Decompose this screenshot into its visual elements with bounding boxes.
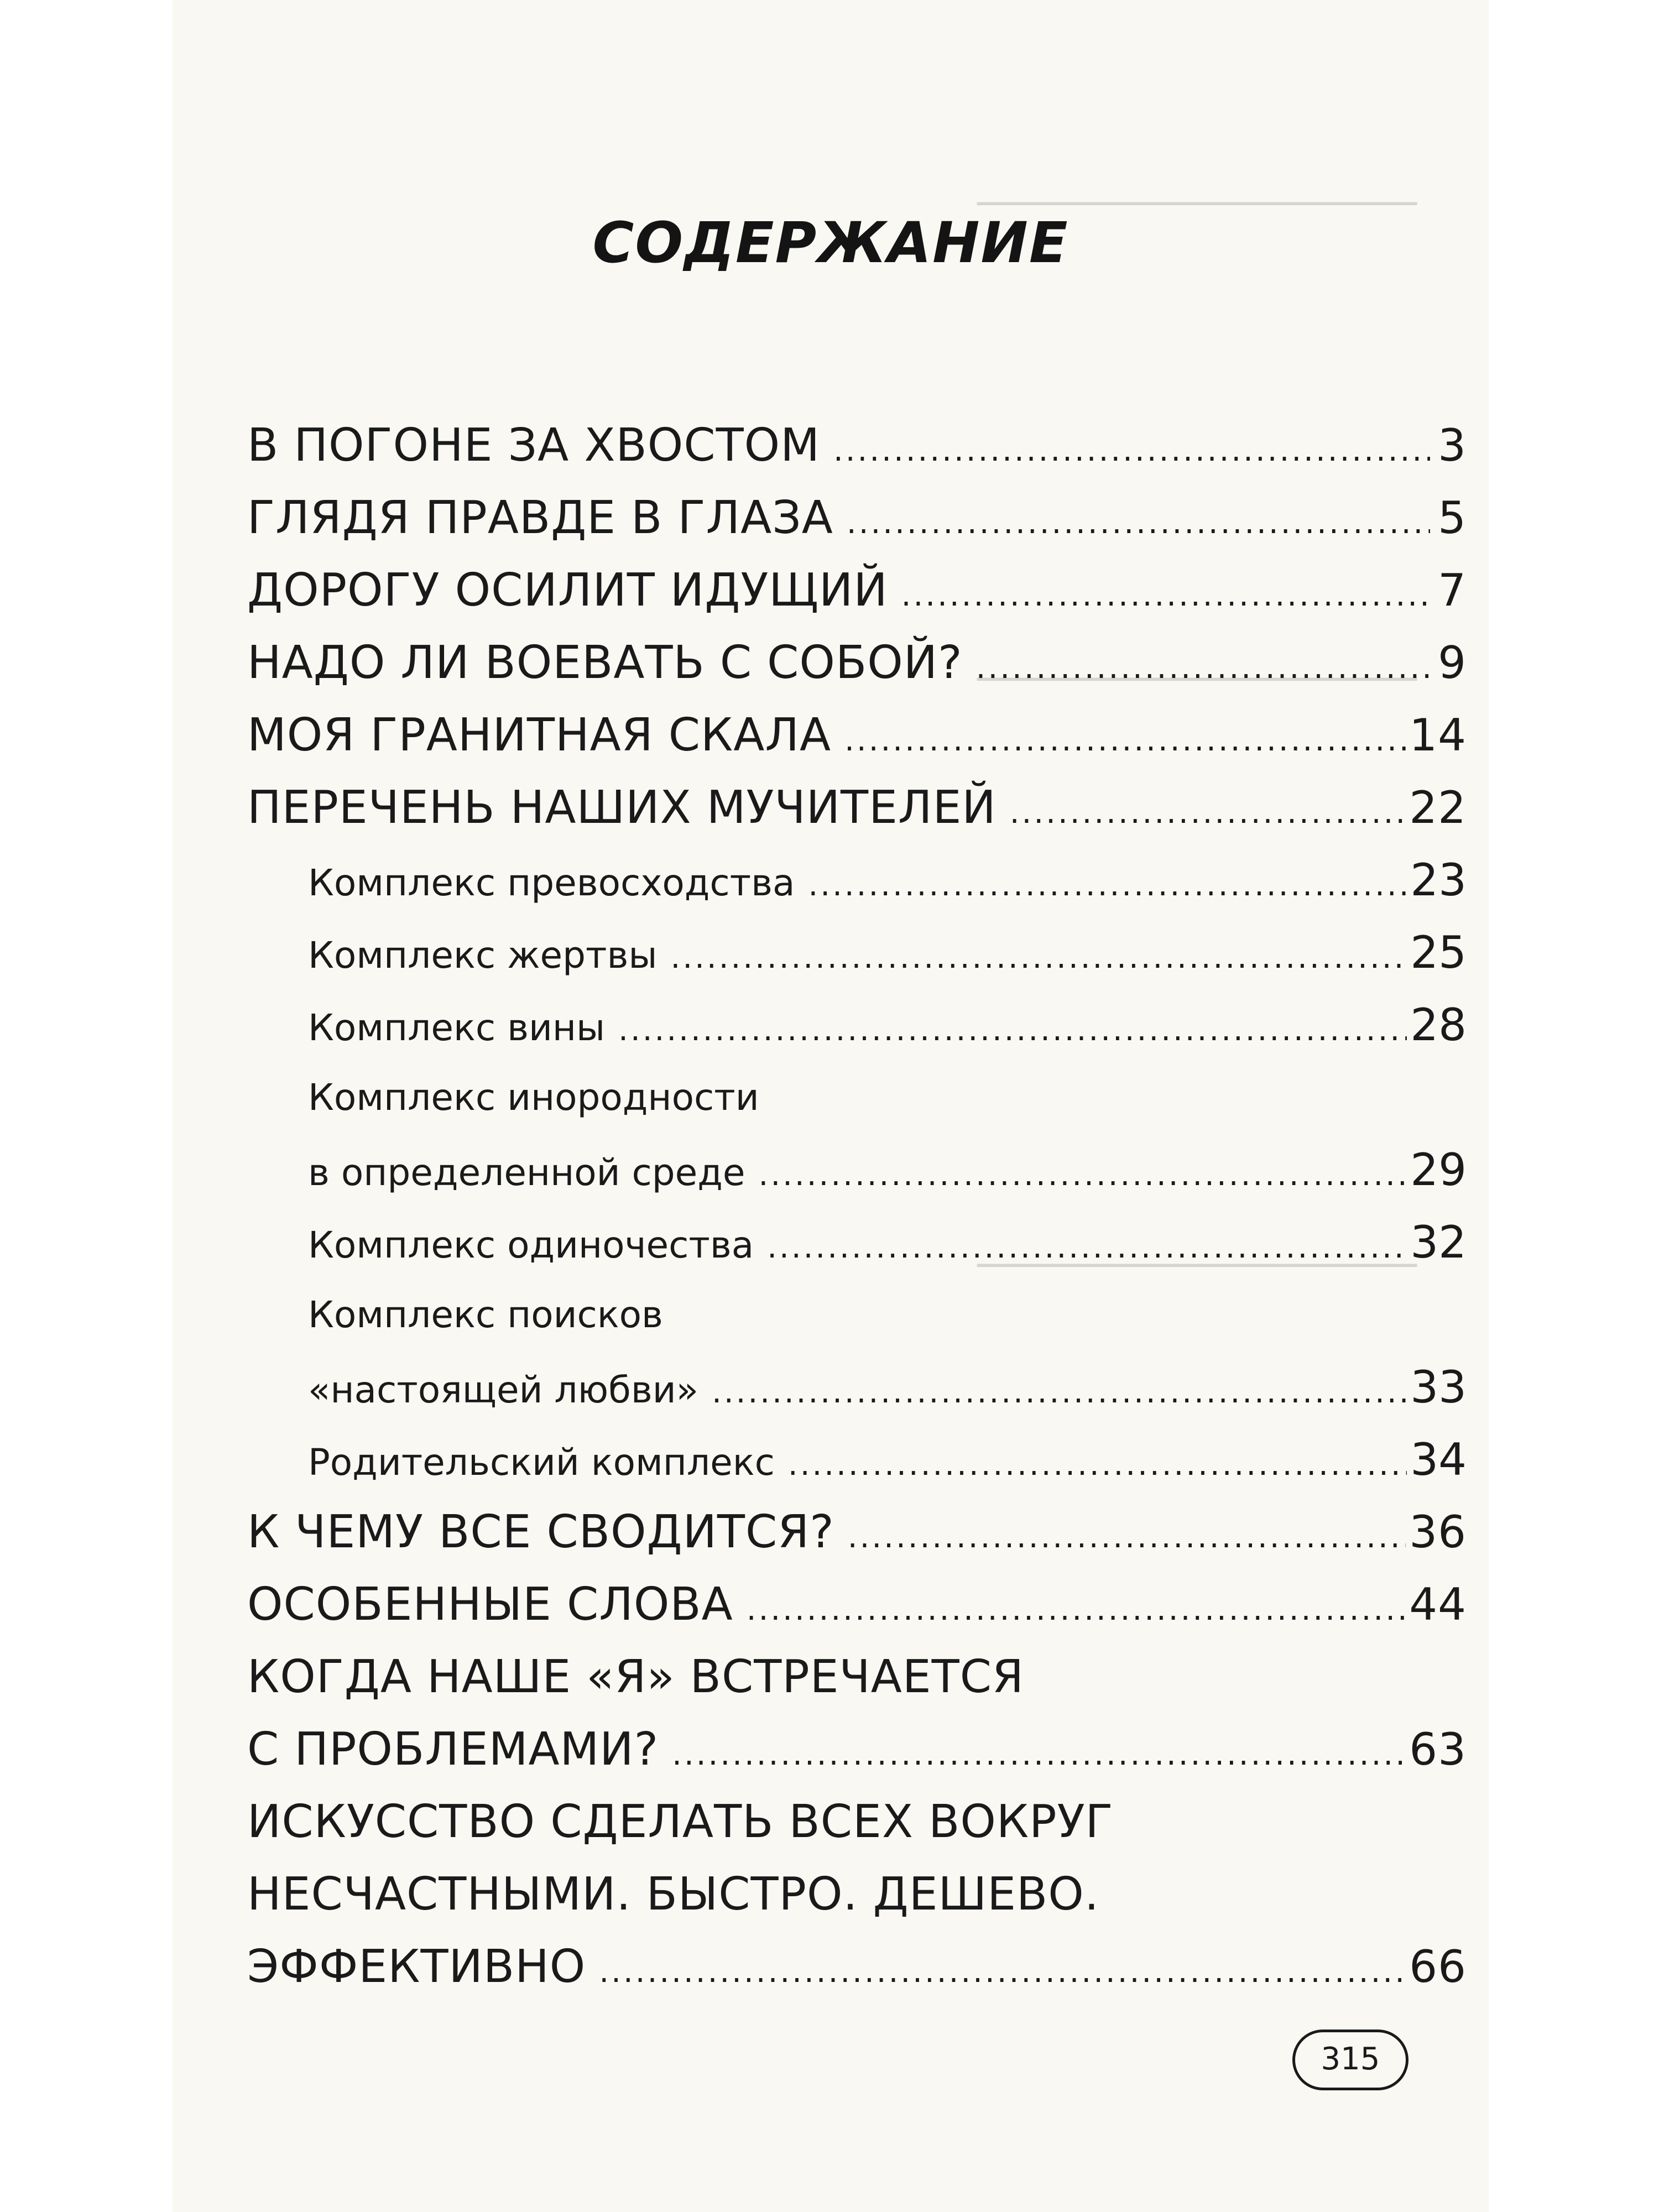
toc-entry	[247, 1786, 1467, 1858]
toc-entry-page: 3	[1438, 420, 1467, 471]
toc-entry-title: НАДО ЛИ ВОЕВАТЬ С СОБОЙ?	[247, 637, 963, 689]
toc-entry	[247, 1206, 1467, 1279]
toc-dot-leader	[747, 1573, 1406, 1646]
toc-entry-title: МОЯ ГРАНИТНАЯ СКАЛА	[247, 709, 832, 761]
toc-entry-title: С ПРОБЛЕМАМИ?	[247, 1723, 659, 1776]
toc-entry	[247, 1496, 1467, 1568]
toc-entry	[247, 916, 1467, 989]
toc-dot-leader	[833, 414, 1430, 487]
toc-entry-title: в определенной среде	[308, 1151, 745, 1194]
toc-entry-page: 33	[1410, 1361, 1467, 1413]
toc-entry-title: НЕСЧАСТНЫМИ. БЫСТРО. ДЕШЕВО.	[247, 1868, 1099, 1921]
toc-entry-title: В ПОГОНЕ ЗА ХВОСТОМ	[247, 419, 820, 472]
toc-entry	[247, 1134, 1467, 1206]
toc-entry-title: К ЧЕМУ ВСЕ СВОДИТСЯ?	[247, 1506, 834, 1558]
toc-entry-title: ДОРОГУ ОСИЛИТ ИДУЩИЙ	[247, 564, 888, 617]
toc-entry-page: 14	[1409, 709, 1467, 761]
toc-dot-leader	[671, 921, 1407, 994]
toc-entry	[247, 1713, 1467, 1786]
toc-entry-title: Комплекс превосходства	[308, 862, 795, 904]
page-number-badge: 315	[1292, 2030, 1408, 2090]
toc-entry-title: ЭФФЕКТИВНО	[247, 1940, 586, 1993]
toc-entry-title: Комплекс поисков	[308, 1293, 663, 1336]
toc-entry-title: Комплекс вины	[308, 1006, 606, 1049]
toc-entry-title: ИСКУССТВО СДЕЛАТЬ ВСЕХ ВОКРУГ	[247, 1796, 1114, 1848]
toc-entry-title: ОСОБЕННЫЕ СЛОВА	[247, 1578, 733, 1631]
book-page	[173, 0, 1489, 2212]
table-of-contents	[247, 409, 1467, 2003]
toc-entry-page: 63	[1409, 1724, 1467, 1775]
toc-entry-page: 28	[1410, 999, 1467, 1051]
toc-entry-page: 29	[1410, 1144, 1467, 1196]
toc-entry-page: 9	[1438, 637, 1467, 688]
toc-dot-leader	[759, 1139, 1407, 1211]
toc-dot-leader	[767, 1211, 1407, 1284]
toc-entry-page: 32	[1410, 1217, 1467, 1268]
toc-dot-leader	[712, 1356, 1407, 1428]
toc-dot-leader	[618, 994, 1407, 1066]
toc-dot-leader	[788, 1428, 1407, 1501]
toc-entry	[247, 1641, 1467, 1713]
toc-dot-leader	[848, 1501, 1406, 1573]
toc-entry-title: ПЕРЕЧЕНЬ НАШИХ МУЧИТЕЛЕЙ	[247, 781, 997, 834]
toc-entry-page: 22	[1409, 782, 1467, 833]
toc-entry-page: 23	[1410, 854, 1467, 906]
toc-dot-leader	[1010, 776, 1406, 849]
toc-entry-page: 34	[1410, 1434, 1467, 1485]
toc-dot-leader	[599, 1936, 1406, 2008]
toc-entry-page: 44	[1409, 1579, 1467, 1630]
toc-entry	[247, 844, 1467, 916]
toc-entry-title: Комплекс инородности	[308, 1076, 759, 1119]
toc-dot-leader	[844, 704, 1406, 776]
toc-entry-page: 36	[1409, 1506, 1467, 1558]
toc-entry-title: Комплекс одиночества	[308, 1224, 754, 1266]
toc-entry	[247, 1931, 1467, 2003]
toc-entry	[247, 554, 1467, 627]
toc-entry-title: «настоящей любви»	[308, 1369, 699, 1411]
toc-entry	[247, 1279, 1467, 1351]
toc-entry	[247, 482, 1467, 554]
toc-dot-leader	[847, 487, 1430, 559]
bleed-through-decoration: ──────────────────── ──────────────────── ────────────────────	[977, 182, 1417, 1287]
toc-entry	[247, 409, 1467, 482]
toc-dot-leader	[808, 849, 1407, 921]
toc-entry	[247, 1858, 1467, 1931]
toc-entry	[247, 627, 1467, 699]
toc-entry-title: Родительский комплекс	[308, 1441, 775, 1484]
toc-entry-title: ГЛЯДЯ ПРАВДЕ В ГЛАЗА	[247, 492, 833, 544]
toc-entry	[247, 1061, 1467, 1134]
toc-entry-page: 7	[1438, 565, 1467, 616]
toc-dot-leader	[901, 559, 1430, 632]
toc-entry-title: Комплекс жертвы	[308, 934, 658, 977]
toc-entry-page: 5	[1438, 492, 1467, 544]
toc-entry-page: 66	[1409, 1941, 1467, 1992]
toc-dot-leader	[672, 1718, 1406, 1791]
toc-entry	[247, 771, 1467, 844]
toc-entry	[247, 699, 1467, 771]
page-title: СОДЕРЖАНИЕ	[592, 210, 1069, 276]
toc-entry-title: КОГДА НАШЕ «Я» ВСТРЕЧАЕТСЯ	[247, 1651, 1024, 1703]
toc-entry	[247, 1423, 1467, 1496]
toc-entry-page: 25	[1410, 927, 1467, 978]
toc-entry	[247, 989, 1467, 1061]
toc-entry	[247, 1568, 1467, 1641]
toc-dot-leader	[976, 632, 1430, 704]
toc-entry	[247, 1351, 1467, 1423]
